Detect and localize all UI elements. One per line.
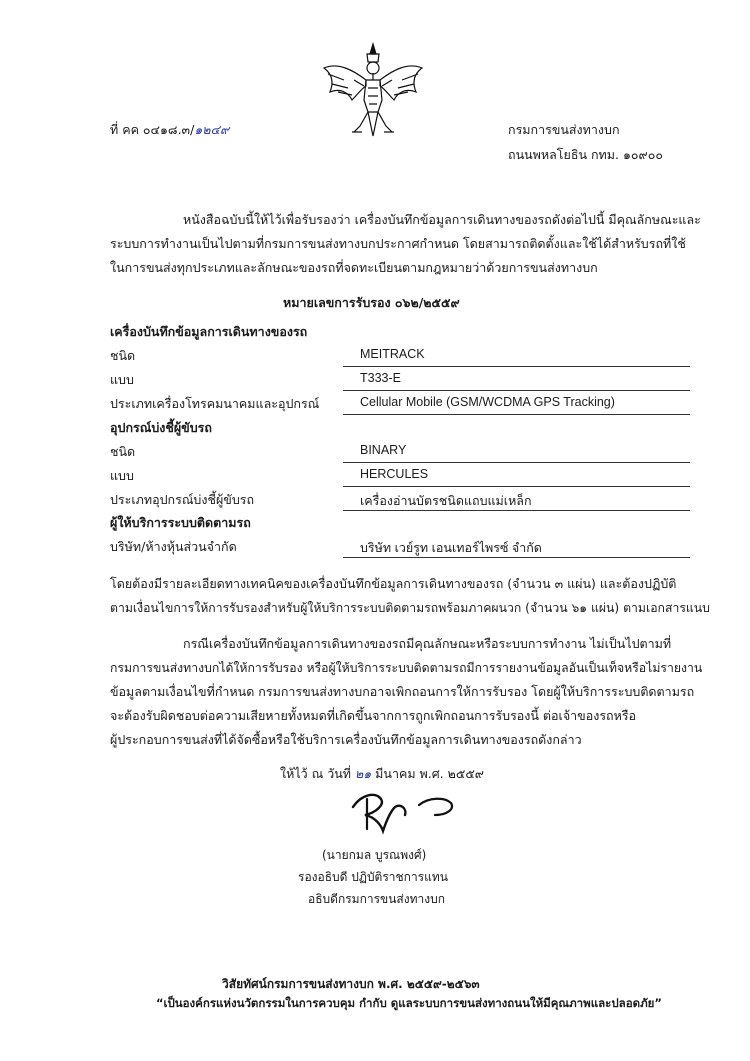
recorder-type-value: MEITRACK: [360, 347, 425, 361]
driver-id-category-value: เครื่องอ่านบัตรชนิดแถบแม่เหล็ก: [360, 494, 532, 508]
signatory-name: (นายกมล บูรณพงศ์): [322, 848, 427, 862]
driver-id-category-label: ประเภทอุปกรณ์บ่งชี้ผู้ขับรถ: [110, 492, 255, 507]
org-address: ถนนพหลโยธิน กทม. ๑๐๙๐๐: [508, 147, 663, 162]
intro-line-1: หนังสือฉบับนี้ให้ไว้เพื่อรับรองว่า เครื่องบันทึกข้อมูลการเดินทางของรถดังต่อไปนี้ มีคุณลักษณะและ: [183, 212, 701, 227]
conditions-line-5: ผู้ประกอบการขนส่งที่ได้จัดซื้อหรือใช้บริการเครื่องบันทึกข้อมูลการเดินทางของรถดังกล่าว: [110, 732, 582, 747]
recorder-model-underline: [343, 390, 690, 391]
signatory-position-2: อธิบดีกรมการขนส่งทางบก: [308, 892, 445, 906]
details-line-1: โดยต้องมีรายละเอียดทางเทคนิคของเครื่องบันทึกข้อมูลการเดินทางของรถ (จำนวน ๓ แผ่น) และต้องปฏิบัติ: [110, 576, 677, 591]
section-title-driver-id: อุปกรณ์บ่งชี้ผู้ขับรถ: [110, 420, 212, 435]
driver-id-model-underline: [343, 486, 690, 487]
signatory-position-1: รองอธิบดี ปฏิบัติราชการแทน: [298, 870, 448, 884]
section-title-provider: ผู้ให้บริการระบบติดตามรถ: [110, 515, 251, 530]
driver-id-model-value: HERCULES: [360, 467, 429, 481]
given-date: [280, 764, 484, 784]
garuda-emblem: [318, 40, 428, 140]
driver-id-model-label: แบบ: [110, 468, 134, 483]
handwritten-signature: [345, 785, 465, 835]
driver-id-type-underline: [343, 462, 690, 463]
driver-id-type-value: BINARY: [360, 443, 407, 457]
provider-company-underline: [343, 557, 690, 558]
provider-company-label: บริษัท/ห้างหุ้นส่วนจำกัด: [110, 539, 237, 554]
driver-id-type-label: ชนิด: [110, 444, 136, 459]
footer-motto: “เป็นองค์กรแห่งนวัตกรรมในการควบคุม กำกับ ดูแลระบบการขนส่งทางถนนให้มีคุณภาพและปลอดภัย”: [156, 996, 662, 1010]
recorder-telecom-value: Cellular Mobile (GSM/WCDMA GPS Tracking): [360, 395, 615, 409]
reference-number: [110, 120, 229, 140]
details-line-2: ตามเงื่อนไขการให้การรับรองสำหรับผู้ให้บริการระบบติดตามรถพร้อมภาคผนวก (จำนวน ๖๑ แผ่น) ตามเอกสารแนบ: [110, 601, 710, 615]
intro-line-3: ในการขนส่งทุกประเภทและลักษณะของรถที่จดทะเบียนตามกฎหมายว่าด้วยการขนส่งทางบก: [110, 260, 598, 275]
given-date-month-year: มีนาคม พ.ศ. ๒๕๕๙: [375, 766, 484, 781]
recorder-type-label: ชนิด: [110, 348, 136, 363]
recorder-model-label: แบบ: [110, 372, 134, 387]
conditions-line-3: ข้อมูลตามเงื่อนไขที่กำหนด กรมการขนส่งทางบกอาจเพิกถอนการให้การรับรอง โดยผู้ให้บริการระบบติดตามรถ: [110, 684, 695, 699]
reference-handwritten-number: ๑๒๔๙: [194, 122, 230, 137]
recorder-telecom-underline: [343, 414, 690, 415]
driver-id-category-underline: [343, 510, 690, 511]
conditions-line-1: กรณีเครื่องบันทึกข้อมูลการเดินทางของรถมีคุณลักษณะหรือระบบการทำงาน ไม่เป็นไปตามที่: [183, 636, 672, 651]
recorder-telecom-label: ประเภทเครื่องโทรคมนาคมและอุปกรณ์: [110, 396, 320, 411]
section-title-recorder: เครื่องบันทึกข้อมูลการเดินทางของรถ: [110, 324, 308, 339]
certification-number: หมายเลขการรับรอง ๐๖๒/๒๕๕๙: [283, 295, 460, 310]
given-date-day: ๒๑: [354, 766, 372, 781]
org-name: กรมการขนส่งทางบก: [508, 122, 620, 137]
conditions-line-2: กรมการขนส่งทางบกได้ให้การรับรอง หรือผู้ให้บริการระบบติดตามรถมีการรายงานข้อมูลอันเป็นเท็จหรือไม่รายงาน: [110, 661, 703, 675]
reference-prefix: ที่ คค ๐๔๑๘.๓/: [110, 122, 195, 137]
footer-vision: วิสัยทัศน์กรมการขนส่งทางบก พ.ศ. ๒๕๕๙-๒๕๖๓: [222, 977, 480, 991]
provider-company-value: บริษัท เวย์รูท เอนเทอร์ไพรซ์ จำกัด: [360, 541, 542, 555]
conditions-line-4: จะต้องรับผิดชอบต่อความเสียหายทั้งหมดที่เกิดขึ้นจากการถูกเพิกถอนการรับรองนี้ ต่อเจ้าของรถหรือ: [110, 708, 637, 723]
recorder-model-value: T333-E: [360, 371, 401, 385]
intro-line-2: ระบบการทำงานเป็นไปตามที่กรมการขนส่งทางบกประกาศกำหนด โดยสามารถติดตั้งและใช้ได้สำหรับรถที่ใช้: [110, 236, 686, 251]
given-date-prefix: ให้ไว้ ณ วันที่: [280, 766, 351, 781]
recorder-type-underline: [343, 366, 690, 367]
